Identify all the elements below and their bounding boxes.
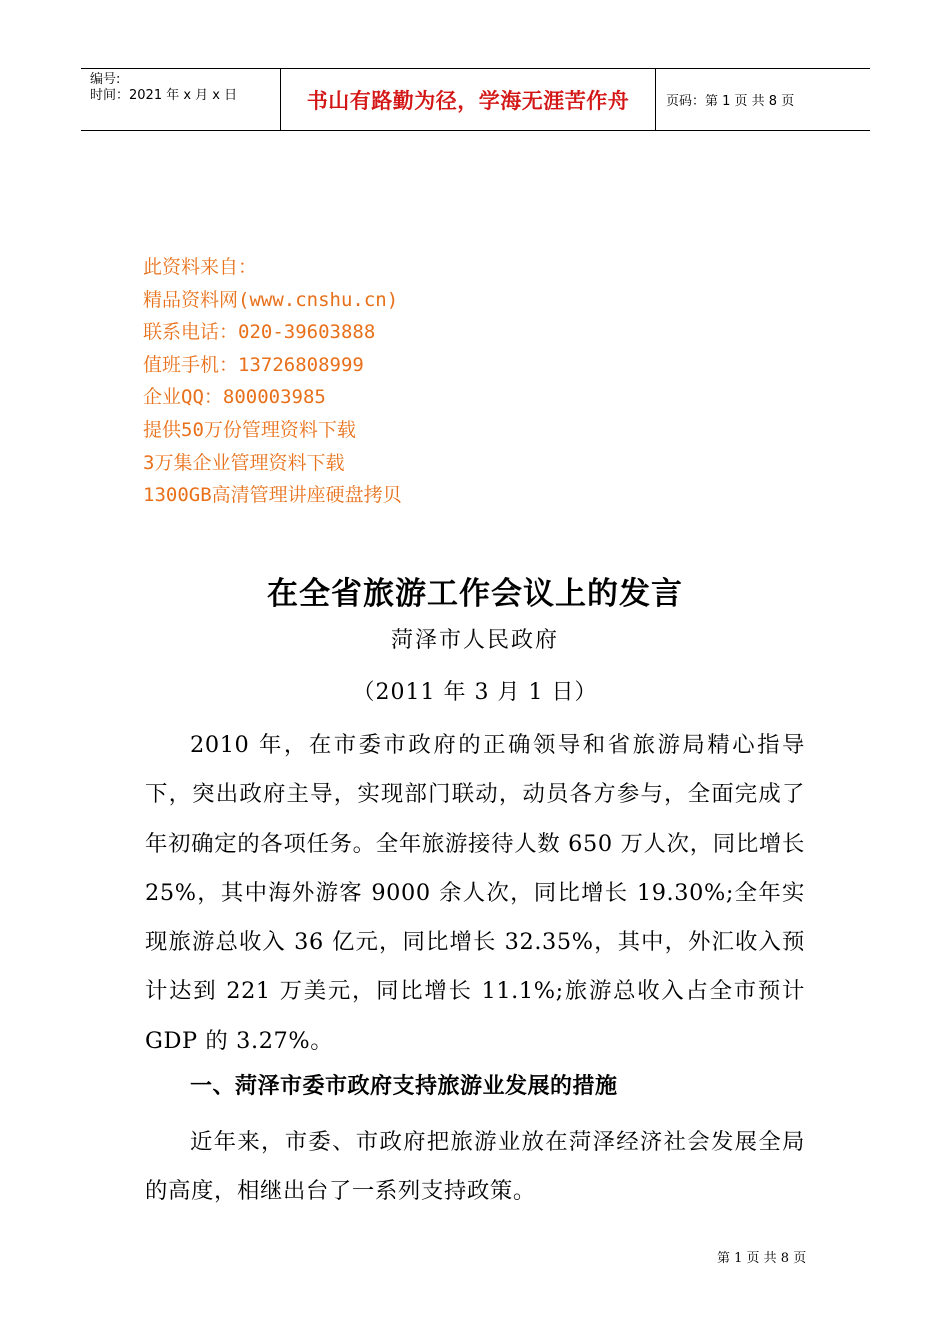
source-line: 提供50万份管理资料下载 [143,418,356,441]
source-line: 3万集企业管理资料下载 [143,451,345,474]
document-date: （2011 年 3 月 1 日） [352,680,598,705]
document-author: 菏泽市人民政府 [390,628,559,653]
source-line: 精品资料网(www.cnshu.cn) [143,288,399,311]
page-header [81,68,870,131]
time-label: 时间：2021 年 x 月 x 日 [90,88,238,103]
section-heading-1: 一、菏泽市委市政府支持旅游业发展的措施 [190,1074,618,1099]
body-paragraph-1: 2010 年，在市委市政府的正确领导和省旅游局精心指导下，突出政府主导，实现部门联动，动员各方参与，全面完成了年初确定的各项任务。全年旅游接待人数 650 万人次，同比增长 25%，其中海外游客 9000 余人次，同比增长 19.30%;全年实现旅游总收入 36 亿元，同比增长 32.35%，其中，外汇收入预计达到 221 万美元，同比增长 11.1%;旅游总收入占全市预计 GDP 的 3.27%。 [145,732,805,1054]
source-line: 值班手机：13726808999 [143,353,364,376]
header-motto: 书山有路勤为径，学海无涯苦作舟 [281,69,656,130]
source-line: 联系电话：020-39603888 [143,321,376,344]
document-title: 在全省旅游工作会议上的发言 [267,576,683,612]
source-line: 企业QQ：800003985 [143,386,326,409]
source-line: 1300GB高清管理讲座硬盘拷贝 [143,484,402,507]
source-line: 此资料来自： [143,256,258,278]
header-page-label: 页码：第 1 页 共 8 页 [666,94,795,109]
page-footer: 第 1 页 共 8 页 [717,1251,807,1266]
header-meta [81,69,281,130]
body-paragraph-2: 近年来，市委、市政府把旅游业放在菏泽经济社会发展全局的高度，相继出台了一系列支持政策。 [145,1129,805,1205]
number-label: 编号: [90,72,121,87]
source-info-block [143,251,402,512]
